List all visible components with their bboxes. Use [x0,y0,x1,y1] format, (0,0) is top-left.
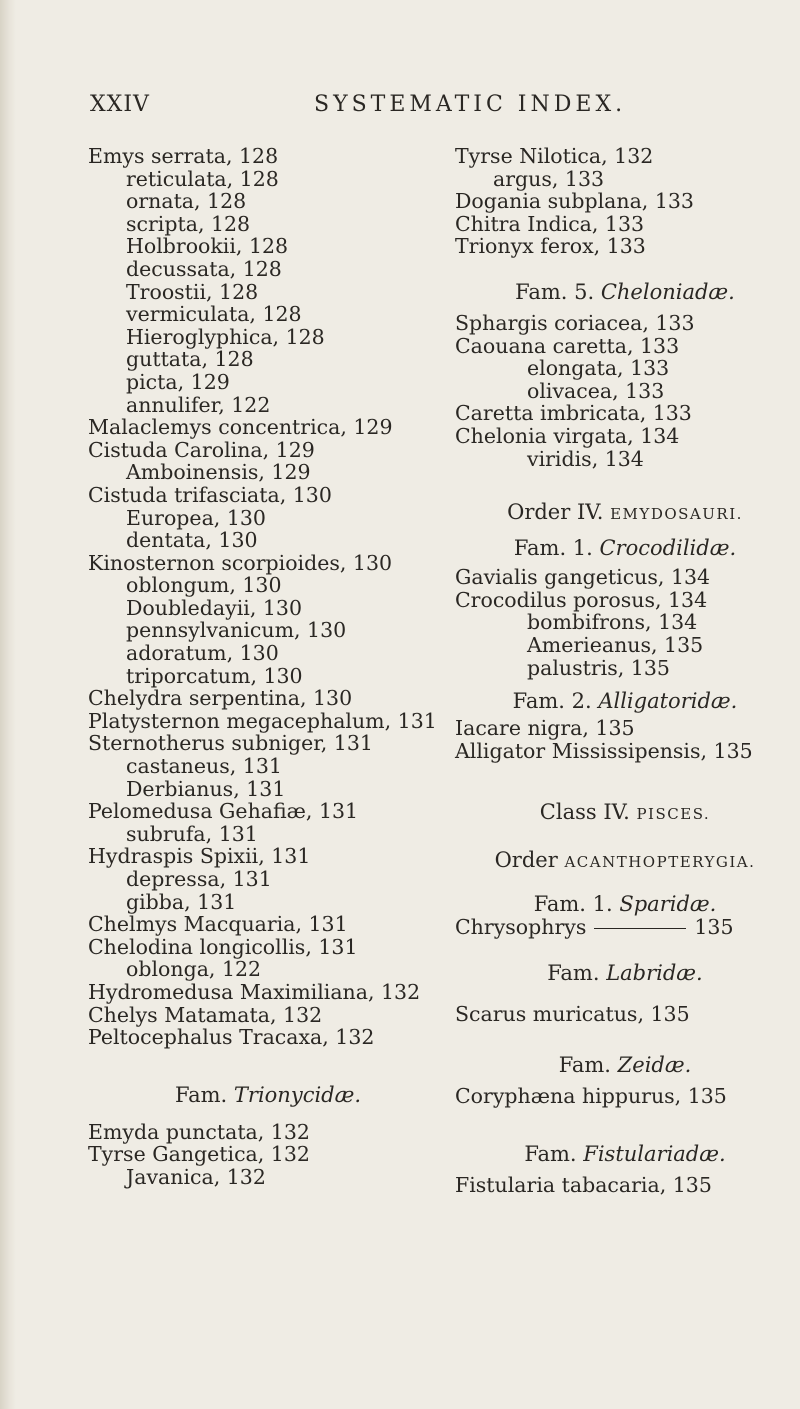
order-heading-emydosauri [455,500,795,526]
index-entry: Cistuda trifasciata, 130 [88,482,332,507]
index-entry: triporcatum, 130 [126,663,303,688]
family-heading-prefix: Fam. 2. [512,689,592,714]
family-heading-name: Fistulariadæ. [583,1142,726,1167]
index-entry: depressa, 131 [126,867,272,891]
index-entry: Chelydra serpentina, 130 [88,686,353,711]
family-heading-fistulariadae [455,1142,795,1166]
index-entry: Kinosternon scorpioides, 130 [88,550,393,575]
index-entry: pennsylvanicum, 130 [126,618,347,643]
index-entry: Crocodilus porosus, 134 [455,587,708,612]
crocodilidae-entry-list [455,566,795,679]
family-heading-cheloniadae [455,280,795,304]
index-entry: Chitra Indica, 133 [455,211,645,236]
entry-page: 135 [694,915,734,940]
index-entry: adoratum, 130 [126,641,279,666]
index-entry: gibba, 131 [126,889,237,914]
right-column [455,145,795,1197]
family-heading-name: Sparidæ. [619,892,717,917]
family-heading-prefix: Fam. [558,1053,611,1078]
fistulariadae-entry: Fistularia tabacaria, 135 [455,1173,712,1198]
index-entry: Emyda punctata, 132 [88,1119,310,1144]
index-entry: Chelmys Macquaria, 131 [88,912,348,937]
labridae-entry: Scarus muricatus, 135 [455,1001,690,1026]
order-heading-name: ACANTHOPTERYGIA. [564,853,756,872]
index-entry: argus, 133 [493,166,605,191]
index-entry: Amboinensis, 129 [126,460,311,485]
index-entry: scripta, 128 [126,211,251,236]
index-entry: Dogania subplana, 133 [455,189,694,214]
index-entry: Amerieanus, 135 [527,632,704,657]
index-entry: Cistuda Carolina, 129 [88,437,315,462]
class-heading-name: PISCES. [636,805,711,824]
index-entry: Hydraspis Spixii, 131 [88,844,311,869]
index-entry: Iacare nigra, 135 [455,716,635,741]
index-entry: reticulata, 128 [126,166,279,191]
order-heading-prefix: Order IV. [507,500,604,525]
family-heading-alligatoridae [455,689,795,713]
index-entry: Doubledayii, 130 [126,595,302,620]
index-entry: Pelomedusa Gehafiæ, 131 [88,799,359,824]
index-entry: Chelodina longicollis, 131 [88,934,358,959]
index-entry: Gavialis gangeticus, 134 [455,565,711,590]
alligatoridae-entry-list [455,717,795,762]
family-heading-prefix: Fam. 5. [515,279,595,304]
page-header [0,92,800,132]
left-column [88,145,448,1189]
page-binding-edge [0,0,16,1409]
index-entry: Holbrookii, 128 [126,234,289,259]
index-entry: Chelys Matamata, 132 [88,1002,323,1027]
order-heading-prefix: Order [494,848,558,873]
family-heading-prefix: Fam. [547,960,600,985]
index-entry: elongata, 133 [527,356,670,381]
index-entry: Malaclemys concentrica, 129 [88,415,393,440]
index-entry: Sternotherus subniger, 131 [88,731,373,756]
index-entry: oblonga, 122 [126,957,262,982]
index-entry: annulifer, 122 [126,392,271,417]
sparidae-entry [455,916,795,939]
family-heading-name: Cheloniadæ. [600,279,735,304]
index-entry: oblongum, 130 [126,573,282,598]
index-entry: Javanica, 132 [126,1164,266,1189]
family-heading-prefix: Fam. [174,1082,228,1107]
index-entry: bombifrons, 134 [527,610,698,635]
page-number: XXIV [90,92,150,117]
index-entry: Chelonia virgata, 134 [455,423,680,448]
order-heading-name: EMYDOSAURI. [610,505,743,524]
index-entry: vermiculata, 128 [126,302,302,327]
index-entry: castaneus, 131 [126,754,282,779]
family-heading-name: Crocodilidæ. [599,536,737,561]
index-entry: Sphargis coriacea, 133 [455,310,695,335]
index-entry: viridis, 134 [527,446,644,471]
index-entry: Tyrse Gangetica, 132 [88,1142,310,1167]
index-entry: Platysternon megacephalum, 131 [88,708,437,733]
family-heading-sparidae [455,892,795,916]
family-heading-prefix: Fam. [524,1142,577,1167]
index-entry: palustris, 135 [527,655,670,680]
family-heading-name: Labridæ. [606,960,703,985]
left-entry-list [88,145,448,1049]
index-entry: Emys serrata, 128 [88,144,279,168]
family-heading-zeidae [455,1053,795,1077]
index-entry: Hieroglyphica, 128 [126,324,325,349]
family-heading-name: Trionycidæ. [233,1082,362,1107]
index-entry: Caouana caretta, 133 [455,333,680,358]
family-heading-labridae [455,961,795,985]
index-entry: Trionyx ferox, 133 [455,234,646,259]
family-heading-trionycidae [88,1083,448,1107]
index-entry: Caretta imbricata, 133 [455,401,692,426]
index-entry: Hydromedusa Maximiliana, 132 [88,979,421,1004]
dash-rule [594,928,686,929]
index-entry: dentata, 130 [126,528,258,553]
family-heading-crocodilidae [455,536,795,560]
family-heading-prefix: Fam. 1. [533,892,613,917]
cheloniadae-entry-list [455,312,795,470]
family-heading-prefix: Fam. 1. [513,536,593,561]
index-entry: guttata, 128 [126,347,254,372]
index-entry: Europea, 130 [126,505,266,530]
order-heading-acanthopterygia [455,848,795,874]
running-title: SYSTEMATIC INDEX. [314,92,627,117]
family-heading-name: Zeidæ. [617,1053,692,1078]
index-entry: Alligator Mississipensis, 135 [455,738,753,763]
index-entry: Troostii, 128 [126,279,259,304]
entry-name: Chrysophrys [455,915,587,940]
index-entry: olivacea, 133 [527,378,665,403]
class-heading-pisces [455,800,795,826]
index-entry: subrufa, 131 [126,821,258,846]
index-entry: Derbianus, 131 [126,776,286,801]
index-entry: ornata, 128 [126,189,247,214]
class-heading-prefix: Class IV. [539,800,630,825]
index-entry: Peltocephalus Tracaxa, 132 [88,1025,375,1050]
zeidae-entry: Coryphæna hippurus, 135 [455,1084,727,1109]
index-entry: decussata, 128 [126,256,282,281]
index-entry: picta, 129 [126,369,230,394]
index-entry: Tyrse Nilotica, 132 [455,144,654,168]
family-heading-name: Alligatoridæ. [598,689,738,714]
trionycidae-continued-list [455,145,795,258]
trionycidae-entry-list [88,1121,448,1189]
